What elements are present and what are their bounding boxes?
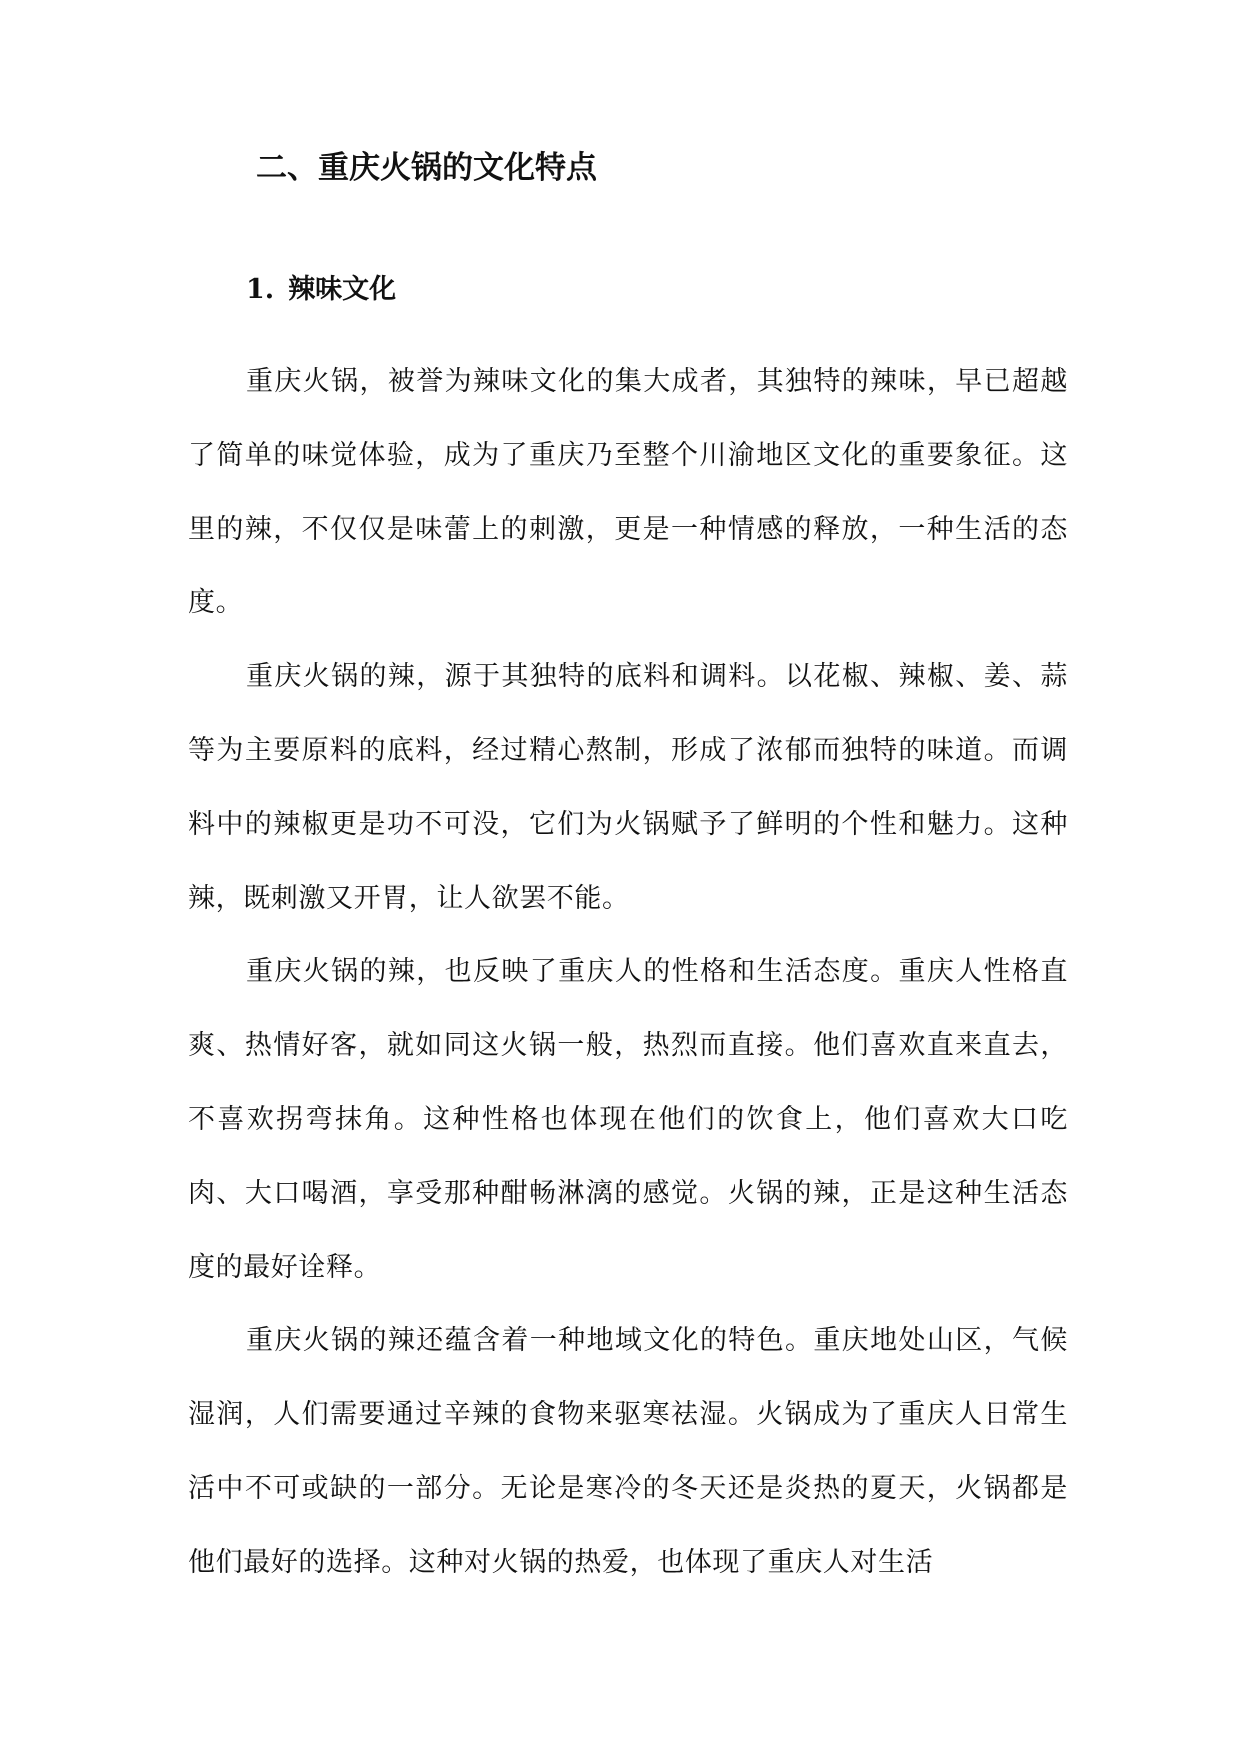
paragraph: 重庆火锅的辣，源于其独特的底料和调料。以花椒、辣椒、姜、蒜等为主要原料的底料，经过精心熬制，形成了浓郁而独特的味道。而调料中的辣椒更是功不可没，它们为火锅赋予了鲜明的个性和魅力。这种辣，既刺激又开胃，让人欲罢不能。 <box>188 661 1068 914</box>
paragraph: 重庆火锅，被誉为辣味文化的集大成者，其独特的辣味，早已超越了简单的味觉体验，成为了重庆乃至整个川渝地区文化的重要象征。这里的辣，不仅仅是味蕾上的刺激，更是一种情感的释放，一种生活的态度。 <box>188 366 1068 619</box>
paragraph: 重庆火锅的辣还蕴含着一种地域文化的特色。重庆地处山区，气候湿润，人们需要通过辛辣的食物来驱寒祛湿。火锅成为了重庆人日常生活中不可或缺的一部分。无论是寒冷的冬天还是炎热的夏天，火锅都是他们最好的选择。这种对火锅的热爱，也体现了重庆人对生活 <box>188 1325 1068 1578</box>
paragraph: 重庆火锅的辣，也反映了重庆人的性格和生活态度。重庆人性格直爽、热情好客，就如同这火锅一般，热烈而直接。他们喜欢直来直去，不喜欢拐弯抹角。这种性格也体现在他们的饮食上，他们喜欢大口吃肉、大口喝酒，享受那种酣畅淋漓的感觉。火锅的辣，正是这种生活态度的最好诠释。 <box>188 956 1068 1283</box>
subsection-number: 1. <box>246 274 275 305</box>
section-title: 二、重庆火锅的文化特点 <box>256 150 597 186</box>
body-text <box>188 345 1068 1600</box>
subsection-title <box>246 272 396 308</box>
subsection-title-text: 辣味文化 <box>288 274 397 305</box>
